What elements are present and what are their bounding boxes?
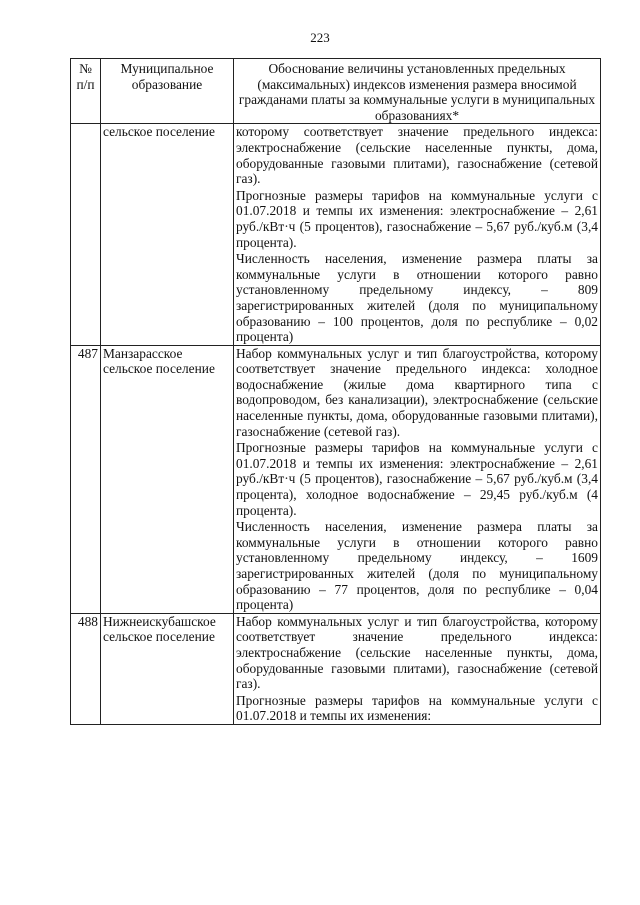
justification-paragraph: Прогнозные размеры тарифов на коммунальные услуги с 01.07.2018 и темпы их изменения: <box>236 692 598 724</box>
row-justification <box>234 345 601 613</box>
row-number: 488 <box>71 613 101 724</box>
justification-paragraph: Набор коммунальных услуг и тип благоустройства, которому соответствует значение предельного индекса: электроснабжение (сельские населенные пункты, дома, оборудованные газовыми плитами), газоснабжение (сетевой газ). <box>236 613 598 692</box>
row-municipality: сельское поселение <box>101 124 234 345</box>
table-header-row <box>71 59 601 124</box>
header-num: № п/п <box>71 59 101 124</box>
header-justification: Обоснование величины установленных предельных (максимальных) индексов изменения размера вносимой гражданами платы за коммунальные услуги в муниципальных образованиях* <box>234 59 601 124</box>
table-row <box>71 124 601 345</box>
header-municipality: Муниципальное образование <box>101 59 234 124</box>
table-row <box>71 345 601 613</box>
justification-paragraph: Набор коммунальных услуг и тип благоустройства, которому соответствует значение предельного индекса: холодное водоснабжение (жилые дома квартирного типа с водопроводом, без канализации), электроснабжение (сельские населенные пункты, дома, оборудованные газовыми плитами), газоснабжение (сетевой газ). <box>236 345 598 439</box>
row-municipality: Нижнеискубашское сельское поселение <box>101 613 234 724</box>
row-number <box>71 124 101 345</box>
row-justification <box>234 613 601 724</box>
table-row <box>71 613 601 724</box>
justification-paragraph: Прогнозные размеры тарифов на коммунальные услуги с 01.07.2018 и темпы их изменения: электроснабжение – 2,61 руб./кВт·ч (5 процентов), газоснабжение – 5,67 руб./куб.м (3,4 процента). <box>236 187 598 250</box>
justification-paragraph: Численность населения, изменение размера платы за коммунальные услуги в отношении которого равно установленному предельному индексу, – 1609 зарегистрированных жителей (доля по муниципальному образованию – 77 процентов, доля по республике – 0,04 процента) <box>236 519 598 613</box>
justification-paragraph: которому соответствует значение предельного индекса: электроснабжение (сельские населенные пункты, дома, оборудованные газовыми плитами), газоснабжение (сетевой газ). <box>236 124 598 187</box>
justification-paragraph: Прогнозные размеры тарифов на коммунальные услуги с 01.07.2018 и темпы их изменения: электроснабжение – 2,61 руб./кВт·ч (5 процентов), газоснабжение – 5,67 руб./куб.м (3,4 процента), холодное водоснабжение – 29,45 руб./куб.м (4 процента). <box>236 440 598 518</box>
justification-paragraph: Численность населения, изменение размера платы за коммунальные услуги в отношении которого равно установленному предельному индексу, – 809 зарегистрированных жителей (доля по муниципальному образованию – 100 процентов, доля по республике – 0,02 процента) <box>236 251 598 345</box>
page-number: 223 <box>310 30 330 45</box>
row-number: 487 <box>71 345 101 613</box>
tariff-table <box>70 58 601 725</box>
row-municipality: Манзарасское сельское поселение <box>101 345 234 613</box>
row-justification <box>234 124 601 345</box>
